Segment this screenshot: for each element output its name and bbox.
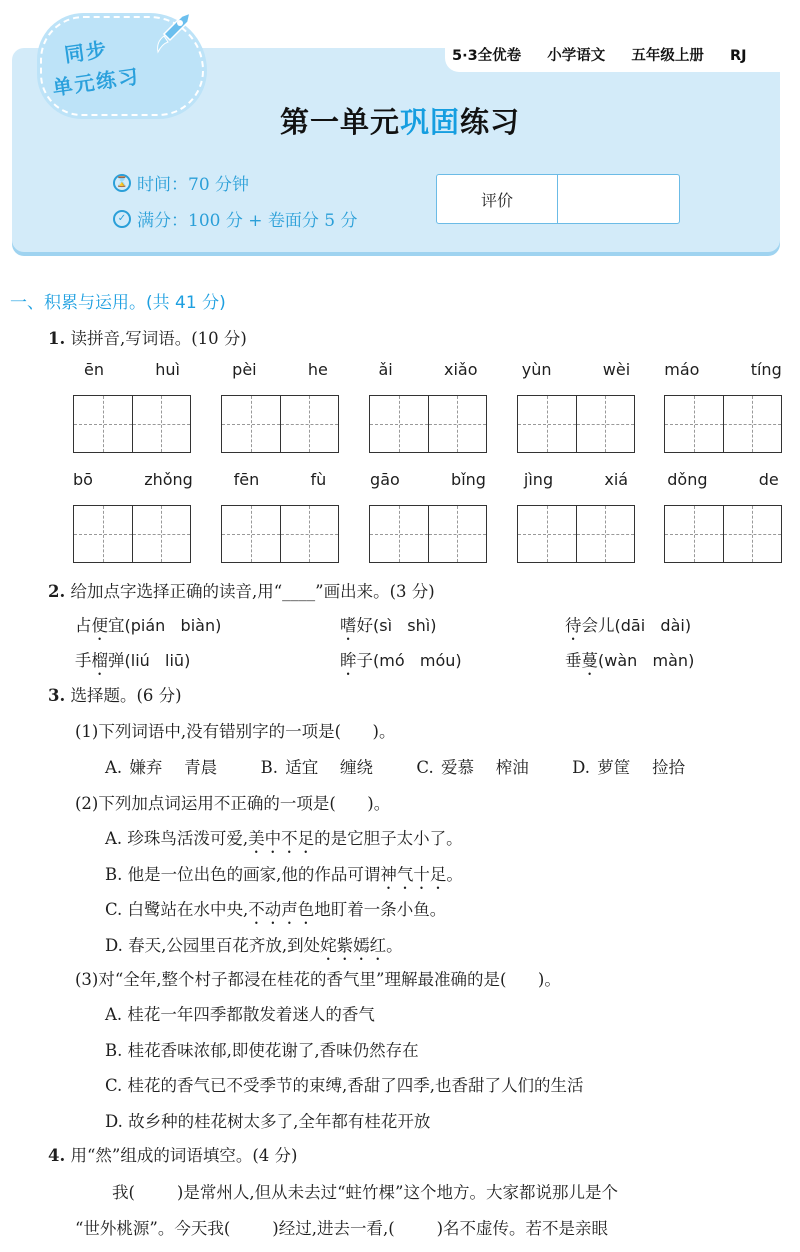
writing-grid[interactable] <box>73 395 191 453</box>
q3-stem <box>48 682 182 706</box>
pinyin-label: bō zhǒng <box>73 470 193 489</box>
q-number: 1. <box>48 329 66 348</box>
q4-line2: “世外桃源”。今天我( )经过,进去一看,( )名不虚传。若不是亲眼 <box>75 1219 609 1238</box>
writing-grid[interactable] <box>221 505 339 563</box>
pinyin-label: ǎi xiǎo <box>378 360 478 379</box>
pinyin-label: dǒng de <box>667 470 779 489</box>
pinyin-label: gāo bǐng <box>370 470 486 489</box>
q3-1-options: A. 嫌弃 青晨 B. 适宜 缠绕 C. 爱慕 榨油 D. 萝筐 捡拾 <box>105 758 686 777</box>
q-number: 2. <box>48 582 66 601</box>
hourglass-icon: ⌛ <box>113 174 131 192</box>
evaluation-box <box>436 174 680 224</box>
score-info <box>113 206 358 231</box>
option-item[interactable]: A. 桂花一年四季都散发着迷人的香气 <box>105 1005 375 1024</box>
writing-grid[interactable] <box>221 395 339 453</box>
time-info <box>113 170 249 195</box>
writing-grid[interactable] <box>369 395 487 453</box>
series-label: 5·3全优卷 小学语文 五年级上册 RJ <box>452 48 747 64</box>
dotted-word: 姹紫嫣红 <box>320 935 387 955</box>
q3-1-stem: (1)下列词语中,没有错别字的一项是( )。 <box>75 722 396 741</box>
dotted-word: 神气十足 <box>380 864 447 884</box>
pinyin-label: jìng xiá <box>523 470 629 489</box>
pinyin-label: ēn huì <box>84 360 180 379</box>
option-item[interactable]: C. 桂花的香气已不受季节的束缚,香甜了四季,也香甜了人们的生活 <box>105 1076 584 1095</box>
option-item[interactable]: B. 桂花香味浓郁,即使花谢了,香味仍然存在 <box>105 1040 419 1060</box>
q2-stem <box>48 578 435 602</box>
title-highlight: 巩固 <box>399 105 460 139</box>
pronunciation-item: 眸子(mó móu) <box>340 651 462 670</box>
pinyin-choices[interactable]: (pián biàn) <box>124 616 222 635</box>
writing-grid[interactable] <box>517 505 635 563</box>
pinyin-label: máo tíng <box>664 360 782 379</box>
q4-line1: 我( )是常州人,但从未去过“蛀竹棵”这个地方。大家都说那儿是个 <box>112 1183 618 1202</box>
dotted-char: 嗜 <box>340 616 357 635</box>
dotted-word: 不动声色 <box>248 900 315 919</box>
option-item[interactable]: D. 故乡种的桂花树太多了,全年都有桂花开放 <box>105 1111 431 1131</box>
q-text: 给加点字选择正确的读音,用“____”画出来。(3 分) <box>70 582 435 601</box>
dotted-char: 便 <box>91 616 108 635</box>
pronunciation-item: 待会儿(dāi dài) <box>565 616 692 635</box>
pronunciation-item: 占便宜(pián biàn) <box>75 616 222 635</box>
pinyin-choices[interactable]: (dāi dài) <box>614 616 692 635</box>
q3-3-stem: (3)对“全年,整个村子都浸在桂花的香气里”理解最准确的是( )。 <box>75 970 561 989</box>
pinyin-label: yùn wèi <box>521 360 631 379</box>
rocket-icon <box>152 12 192 56</box>
option-item[interactable]: C. 白鹭站在水中央,不动声色地盯着一条小鱼。 <box>105 900 447 919</box>
q-text: 用“然”组成的词语填空。(4 分) <box>70 1146 298 1165</box>
pinyin-choices[interactable]: (mó móu) <box>373 651 462 670</box>
writing-grid[interactable] <box>664 505 782 563</box>
q4-stem <box>48 1142 297 1166</box>
eval-field[interactable] <box>558 175 679 223</box>
q-text: 选择题。(6 分) <box>70 686 182 705</box>
dotted-char: 蔓 <box>581 651 598 670</box>
section-title: 一、积累与运用。(共 41 分) <box>10 293 226 313</box>
page-title <box>0 100 800 141</box>
option-item[interactable]: A. 珍珠鸟活泼可爱,美中不足的是它胆子太小了。 <box>105 829 463 848</box>
pinyin-choices[interactable]: (sì shì) <box>373 616 437 635</box>
badge-line2: 单元练习 <box>50 63 142 100</box>
option-item[interactable]: B. 他是一位出色的画家,他的作品可谓神气十足。 <box>105 864 463 884</box>
q-number: 4. <box>48 1146 66 1165</box>
pinyin-label: pèi he <box>232 360 328 379</box>
q3-2-stem: (2)下列加点词运用不正确的一项是( )。 <box>75 794 391 813</box>
pinyin-label: fēn fù <box>233 470 327 489</box>
pronunciation-item: 垂蔓(wàn màn) <box>565 651 695 670</box>
pronunciation-item: 嗜好(sì shì) <box>340 616 437 635</box>
writing-grid[interactable] <box>369 505 487 563</box>
q-number: 3. <box>48 686 66 705</box>
pronunciation-item: 手榴弹(liú liū) <box>75 651 191 670</box>
writing-grid[interactable] <box>517 395 635 453</box>
pinyin-choices[interactable]: (wàn màn) <box>598 651 695 670</box>
writing-grid[interactable] <box>664 395 782 453</box>
title-part: 第一单元 <box>279 105 400 139</box>
dotted-char: 榴 <box>91 651 108 670</box>
dotted-char: 待 <box>565 616 582 635</box>
option-item[interactable]: D. 春天,公园里百花齐放,到处姹紫嫣红。 <box>105 935 403 955</box>
dotted-char: 眸 <box>340 651 357 670</box>
q1-stem <box>48 325 247 349</box>
pinyin-choices[interactable]: (liú liū) <box>124 651 191 670</box>
title-part: 练习 <box>460 105 521 139</box>
writing-grid[interactable] <box>73 505 191 563</box>
score-text: 满分：100 分 + 卷面分 5 分 <box>137 211 358 231</box>
time-text: 时间：70 分钟 <box>137 175 250 195</box>
badge-line1: 同步 <box>62 37 110 67</box>
check-circle-icon: ✓ <box>113 210 131 228</box>
eval-label: 评价 <box>437 175 558 223</box>
q-text: 读拼音,写词语。(10 分) <box>70 329 247 348</box>
dotted-word: 美中不足 <box>248 829 315 848</box>
